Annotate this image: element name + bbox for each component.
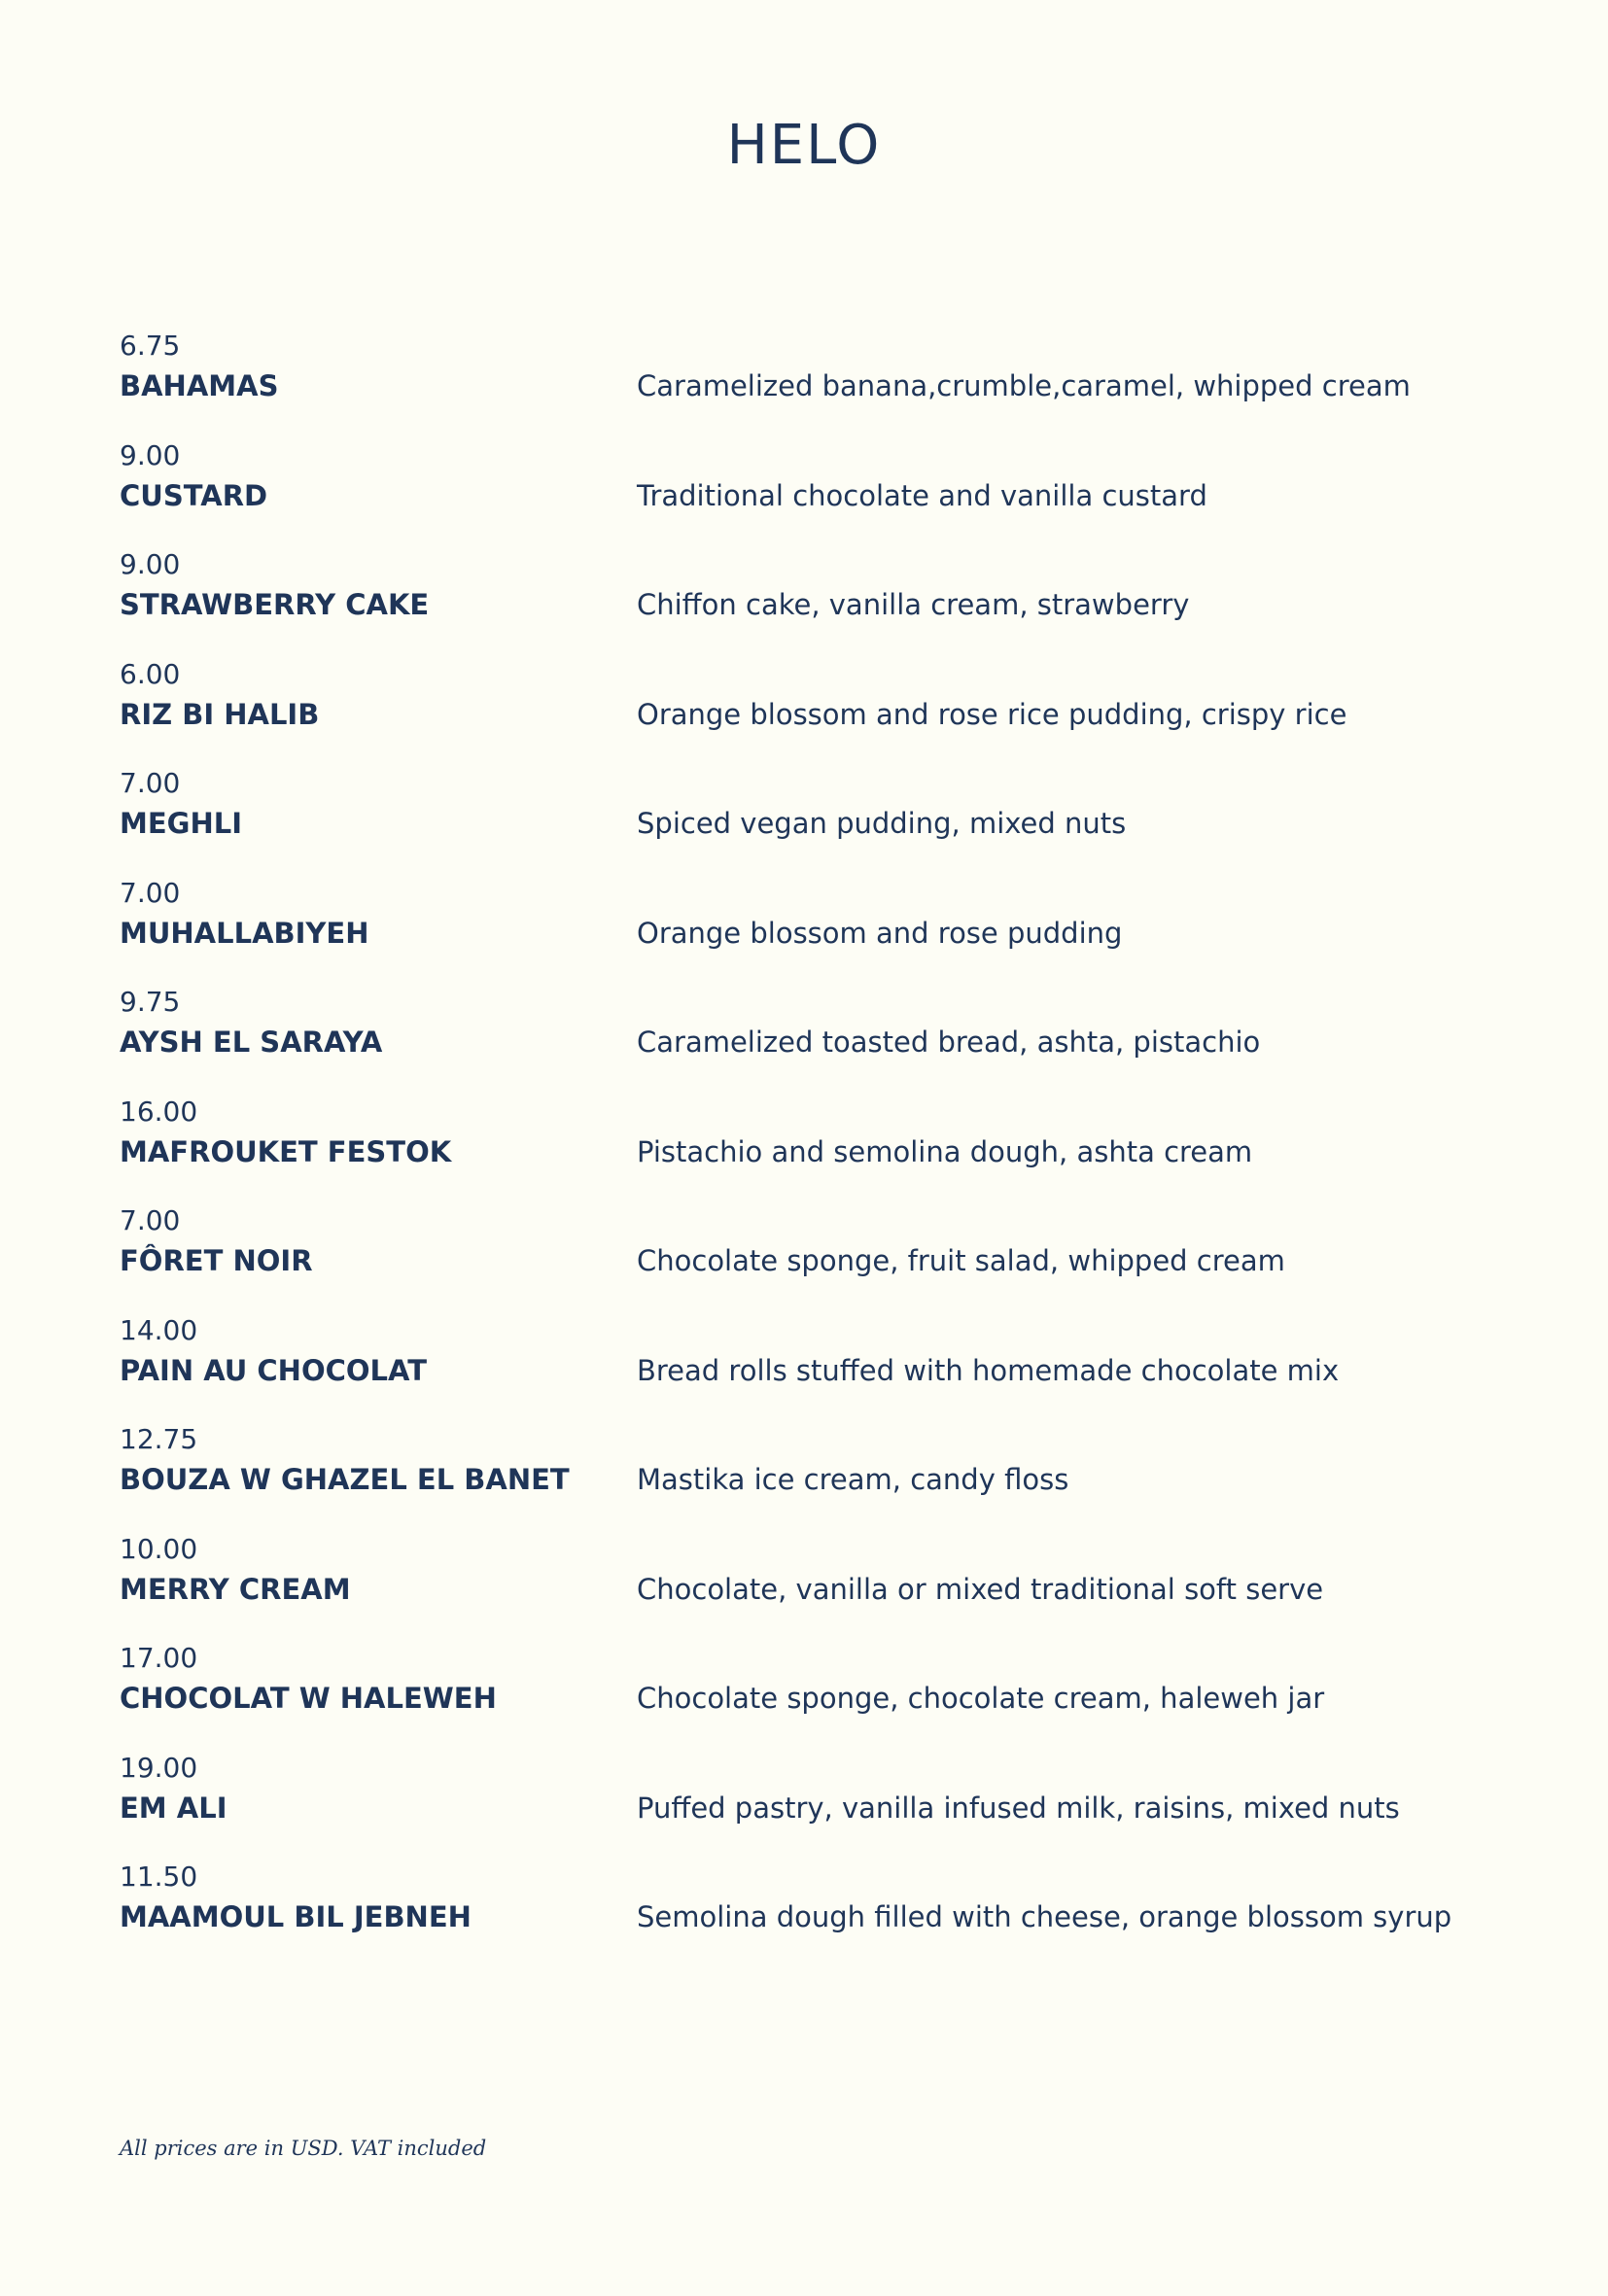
menu-item: [120, 986, 1500, 1098]
item-description: Spiced vegan pudding, mixed nuts: [637, 807, 1127, 840]
item-description: Chocolate sponge, fruit salad, whipped cream: [637, 1244, 1285, 1277]
item-price: 10.00: [120, 1532, 198, 1565]
menu-list: [120, 332, 1500, 1973]
item-price: 6.75: [120, 330, 181, 362]
menu-item: [120, 1642, 1500, 1755]
item-name: AYSH EL SARAYA: [120, 1026, 383, 1059]
item-name: BAHAMAS: [120, 369, 279, 402]
menu-item: [120, 438, 1500, 552]
menu-item: [120, 1751, 1500, 1864]
item-price: 9.00: [120, 438, 181, 471]
item-description: Orange blossom and rose rice pudding, crispy rice: [637, 697, 1347, 731]
item-description: Chocolate, vanilla or mixed traditional soft serve: [637, 1572, 1324, 1606]
item-price: 12.75: [120, 1423, 198, 1455]
item-price: 11.50: [120, 1861, 198, 1893]
item-price: 9.75: [120, 986, 181, 1018]
item-name: EM ALI: [120, 1791, 227, 1825]
item-name: CUSTARD: [120, 478, 268, 512]
item-name: BOUZA W GHAZEL EL BANET: [120, 1463, 570, 1496]
item-description: Mastika ice cream, candy floss: [637, 1463, 1069, 1496]
item-price: 9.00: [120, 548, 181, 580]
item-description: Bread rolls stuffed with homemade chocolate mix: [637, 1353, 1340, 1387]
item-name: FÔRET NOIR: [120, 1244, 313, 1277]
menu-item: [120, 1863, 1500, 1973]
item-description: Semolina dough filled with cheese, orange blossom syrup: [637, 1900, 1452, 1933]
item-price: 16.00: [120, 1095, 198, 1128]
item-description: Pistachio and semolina dough, ashta cream: [637, 1134, 1253, 1168]
menu-item: [120, 1313, 1500, 1427]
item-price: 14.00: [120, 1313, 198, 1346]
item-name: MAAMOUL BIL JEBNEH: [120, 1900, 472, 1933]
item-price: 17.00: [120, 1642, 198, 1674]
item-description: Puffed pastry, vanilla infused milk, raisins, mixed nuts: [637, 1791, 1400, 1825]
item-name: MEGHLI: [120, 807, 243, 840]
menu-title: HELO: [726, 114, 882, 177]
item-name: PAIN AU CHOCOLAT: [120, 1353, 427, 1387]
item-price: 7.00: [120, 1204, 181, 1236]
menu-item: [120, 332, 1500, 442]
item-price: 7.00: [120, 767, 181, 799]
price-footnote: All prices are in USD. VAT included: [120, 2137, 487, 2160]
item-description: Chiffon cake, vanilla cream, strawberry: [637, 588, 1190, 621]
item-price: 6.00: [120, 657, 181, 690]
item-name: MUHALLABIYEH: [120, 916, 369, 950]
menu-item: [120, 1423, 1500, 1536]
item-name: STRAWBERRY CAKE: [120, 588, 430, 621]
item-name: RIZ BI HALIB: [120, 697, 320, 731]
item-price: 19.00: [120, 1751, 198, 1784]
menu-item: [120, 548, 1500, 661]
menu-item: [120, 1532, 1500, 1646]
item-name: MAFROUKET FESTOK: [120, 1134, 452, 1168]
item-description: Chocolate sponge, chocolate cream, haleweh jar: [637, 1682, 1325, 1715]
item-description: Caramelized toasted bread, ashta, pistachio: [637, 1026, 1261, 1059]
item-description: Orange blossom and rose pudding: [637, 916, 1123, 950]
item-price: 7.00: [120, 876, 181, 909]
menu-item: [120, 767, 1500, 880]
menu-item: [120, 1204, 1500, 1317]
menu-item: [120, 876, 1500, 990]
item-description: Traditional chocolate and vanilla custard: [637, 478, 1207, 512]
menu-item: [120, 1095, 1500, 1208]
menu-item: [120, 657, 1500, 771]
item-description: Caramelized banana,crumble,caramel, whipped cream: [637, 369, 1411, 402]
item-name: CHOCOLAT W HALEWEH: [120, 1682, 497, 1715]
item-name: MERRY CREAM: [120, 1572, 351, 1606]
